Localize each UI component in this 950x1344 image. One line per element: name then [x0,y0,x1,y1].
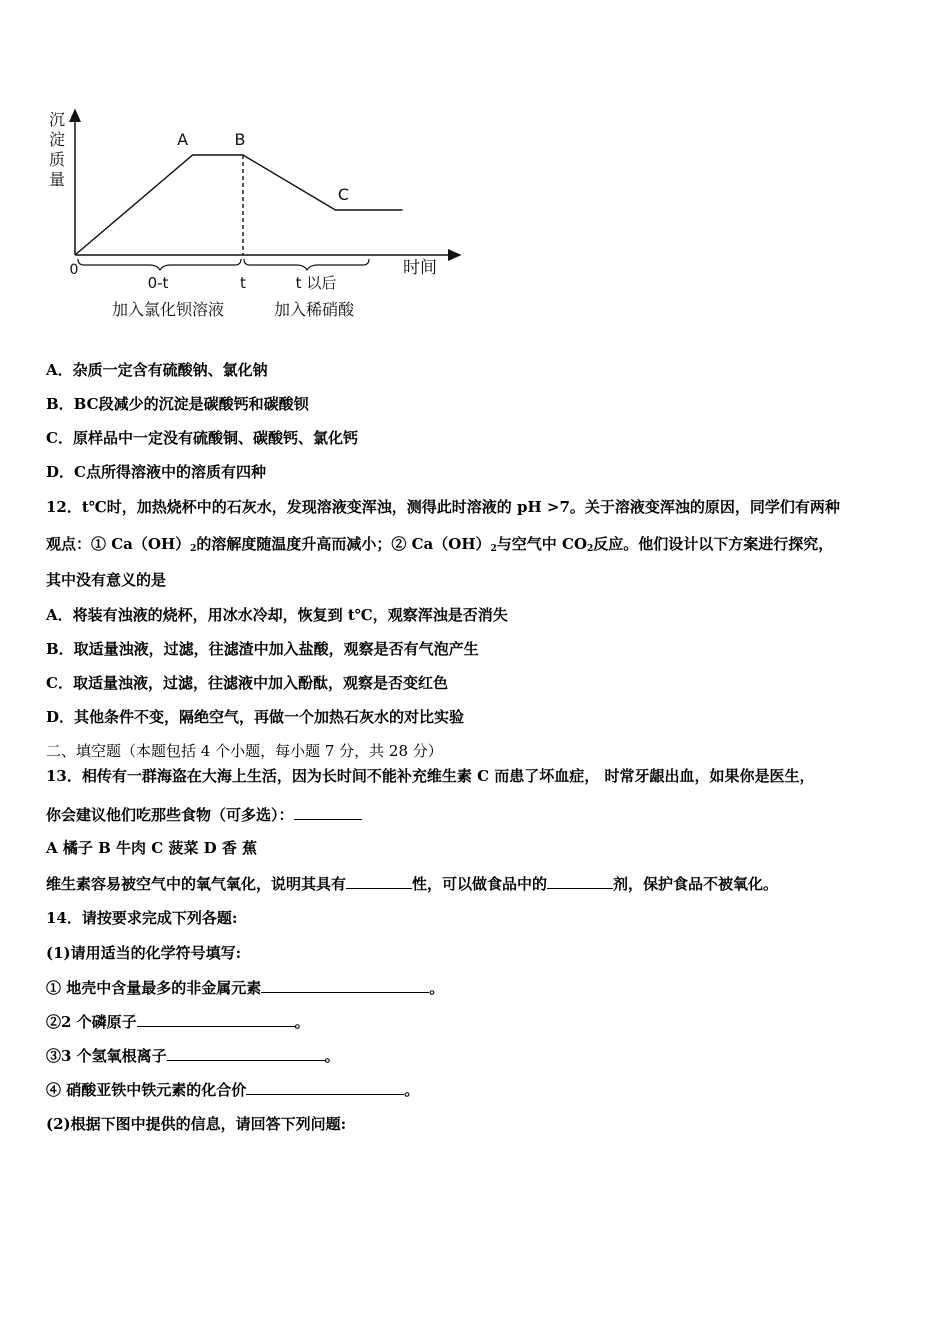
q12-text-d: 反应。他们设计以下方案进行探究， [593,535,834,553]
origin-label: 0 [69,262,79,278]
q13-food-options: A 橘子 B 牛肉 C 菠菜 D 香 蕉 [46,839,258,857]
answer-blank[interactable] [261,977,429,993]
point-label-a: A [177,130,189,149]
subscript-2: 2 [190,544,197,554]
q12-text-a: 观点：① Ca（OH） [46,535,191,553]
answer-blank-property[interactable] [346,873,412,889]
q12-option-a: A．将装有浊液的烧杯，用冰水冷却，恢复到 t℃，观察浑浊是否消失 [46,606,508,624]
data-line [75,155,403,255]
q14-item-1-text: ① 地壳中含量最多的非金属元素 [46,979,262,997]
period: 。 [294,1013,310,1031]
q12-text-b: 的溶解度随温度升高而减小；② Ca（OH） [196,535,491,553]
q11-option-d: D．C点所得溶液中的溶质有四种 [46,463,266,481]
answer-blank[interactable] [246,1079,404,1095]
y-axis-label-char: 量 [48,170,66,189]
q14-item-2-text: ②2 个磷原子 [46,1013,137,1031]
x-axis-label: 时间 [403,258,437,278]
y-axis-label-char: 质 [48,150,66,169]
q14-part2: (2)根据下图中提供的信息，请回答下列问题: [46,1115,347,1133]
q11-option-b: B．BC段减少的沉淀是碳酸钙和碳酸钡 [46,395,309,413]
answer-blank-agent[interactable] [547,873,613,889]
brace-0-t [78,259,241,270]
q13-stem-line4 [46,873,778,894]
q12-stem-line1: 12．t℃时，加热烧杯中的石灰水，发现溶液变浑浊，测得此时溶液的 pH >7。关于溶液变浑浊的原因，同学们有两种 [46,498,840,516]
q13-question-text: 你会建议他们吃那些食物（可多选）： [46,806,294,824]
q14-item-2 [46,1011,310,1032]
q12-text-c: 与空气中 CO [496,535,588,553]
answer-blank[interactable] [167,1045,325,1061]
q11-option-c: C．原样品中一定没有硫酸铜、碳酸钙、氯化钙 [46,429,358,447]
subscript-2: 2 [587,544,594,554]
q14-stem: 14．请按要求完成下列各题: [46,909,238,927]
q14-item-4-text: ④ 硝酸亚铁中铁元素的化合价 [46,1081,247,1099]
phase-label-bacl2: 加入氯化钡溶液 [111,300,225,319]
phase-label-hno3: 加入稀硝酸 [273,300,355,319]
q12-option-d: D．其他条件不变，隔绝空气，再做一个加热石灰水的对比实验 [46,708,465,726]
answer-blank[interactable] [137,1011,295,1027]
section-heading-fill-in: 二、填空题（本题包括 4 个小题，每小题 7 分，共 28 分） [46,742,443,760]
q14-item-3-text: ③3 个氢氧根离子 [46,1047,167,1065]
y-axis-label [49,110,65,189]
point-label-c: C [337,185,349,204]
q12-option-c: C．取适量浊液，过滤，往滤液中加入酚酞，观察是否变红色 [46,674,448,692]
q14-item-1 [46,977,444,998]
q13-text-c: 剂，保护食品不被氧化。 [613,875,779,893]
interval-label-t: t [240,274,246,292]
q12-stem-line3: 其中没有意义的是 [46,571,167,589]
interval-label-after-t: t 以后 [295,274,337,292]
q12-stem-line2 [46,534,833,559]
q14-item-3 [46,1045,340,1066]
q11-option-a: A．杂质一定含有硫酸钠、氯化钠 [46,361,268,379]
brace-after-t [244,259,369,270]
q14-item-4 [46,1079,419,1100]
period: 。 [324,1047,340,1065]
answer-blank[interactable] [294,804,362,820]
q14-part1: (1)请用适当的化学符号填写: [46,944,242,962]
point-label-b: B [234,130,246,149]
precipitate-mass-chart [0,0,480,340]
q13-stem-line1: 13．相传有一群海盗在大海上生活，因为长时间不能补充维生素 C 而患了坏血症， 时常牙龈出血，如果你是医生， [46,767,815,785]
interval-label-0-t: 0-t [147,274,169,292]
q13-stem-line2 [46,804,362,825]
q13-text-a: 维生素容易被空气中的氧气氧化，说明其具有 [46,875,347,893]
q12-option-b: B．取适量浊液，过滤，往滤渣中加入盐酸，观察是否有气泡产生 [46,640,479,658]
q13-text-b: 性，可以做食品中的 [412,875,548,893]
y-axis-label-char: 淀 [48,130,66,149]
y-axis-label-char: 沉 [48,110,66,129]
period: 。 [429,979,445,997]
subscript-2: 2 [490,544,497,554]
period: 。 [404,1081,420,1099]
